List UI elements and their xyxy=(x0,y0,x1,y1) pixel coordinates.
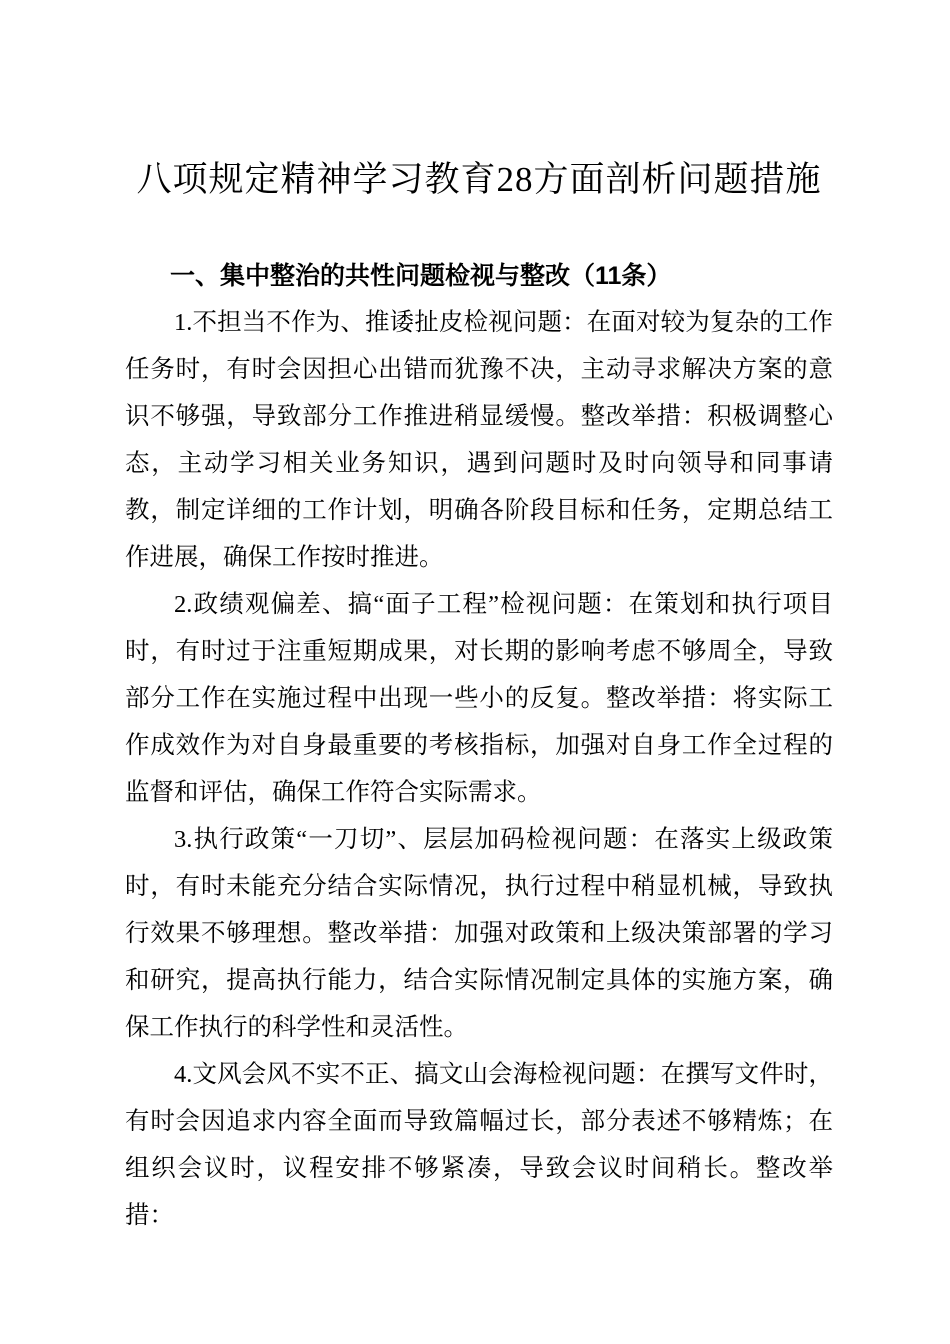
paragraph-1: 1.不担当不作为、推诿扯皮检视问题：在面对较为复杂的工作任务时，有时会因担心出错而犹豫不决，主动寻求解决方案的意识不够强，导致部分工作推进稍显缓慢。整改举措：积极调整心态，主动学习相关业务知识，遇到问题时及时向领导和同事请教，制定详细的工作计划，明确各阶段目标和任务，定期总结工作进展，确保工作按时推进。 xyxy=(125,309,833,571)
section-paragraphs xyxy=(125,299,833,1239)
document-title: 八项规定精神学习教育28方面剖析问题措施 xyxy=(136,160,822,199)
section-heading: 一、集中整治的共性问题检视与整改（11条） xyxy=(170,262,672,290)
paragraph-4: 4.文风会风不实不正、搞文山会海检视问题：在撰写文件时，有时会因追求内容全面而导致篇幅过长，部分表述不够精炼；在组织会议时，议程安排不够紧凑，导致会议时间稍长。整改举措： xyxy=(125,1061,833,1229)
paragraph-3: 3.执行政策“一刀切”、层层加码检视问题：在落实上级政策时，有时未能充分结合实际情况，执行过程中稍显机械，导致执行效果不够理想。整改举措：加强对政策和上级决策部署的学习和研究，提高执行能力，结合实际情况制定具体的实施方案，确保工作执行的科学性和灵活性。 xyxy=(125,826,833,1041)
paragraph-2: 2.政绩观偏差、搞“面子工程”检视问题：在策划和执行项目时，有时过于注重短期成果，对长期的影响考虑不够周全，导致部分工作在实施过程中出现一些小的反复。整改举措：将实际工作成效作为对自身最重要的考核指标，加强对自身工作全过程的监督和评估，确保工作符合实际需求。 xyxy=(125,591,833,806)
